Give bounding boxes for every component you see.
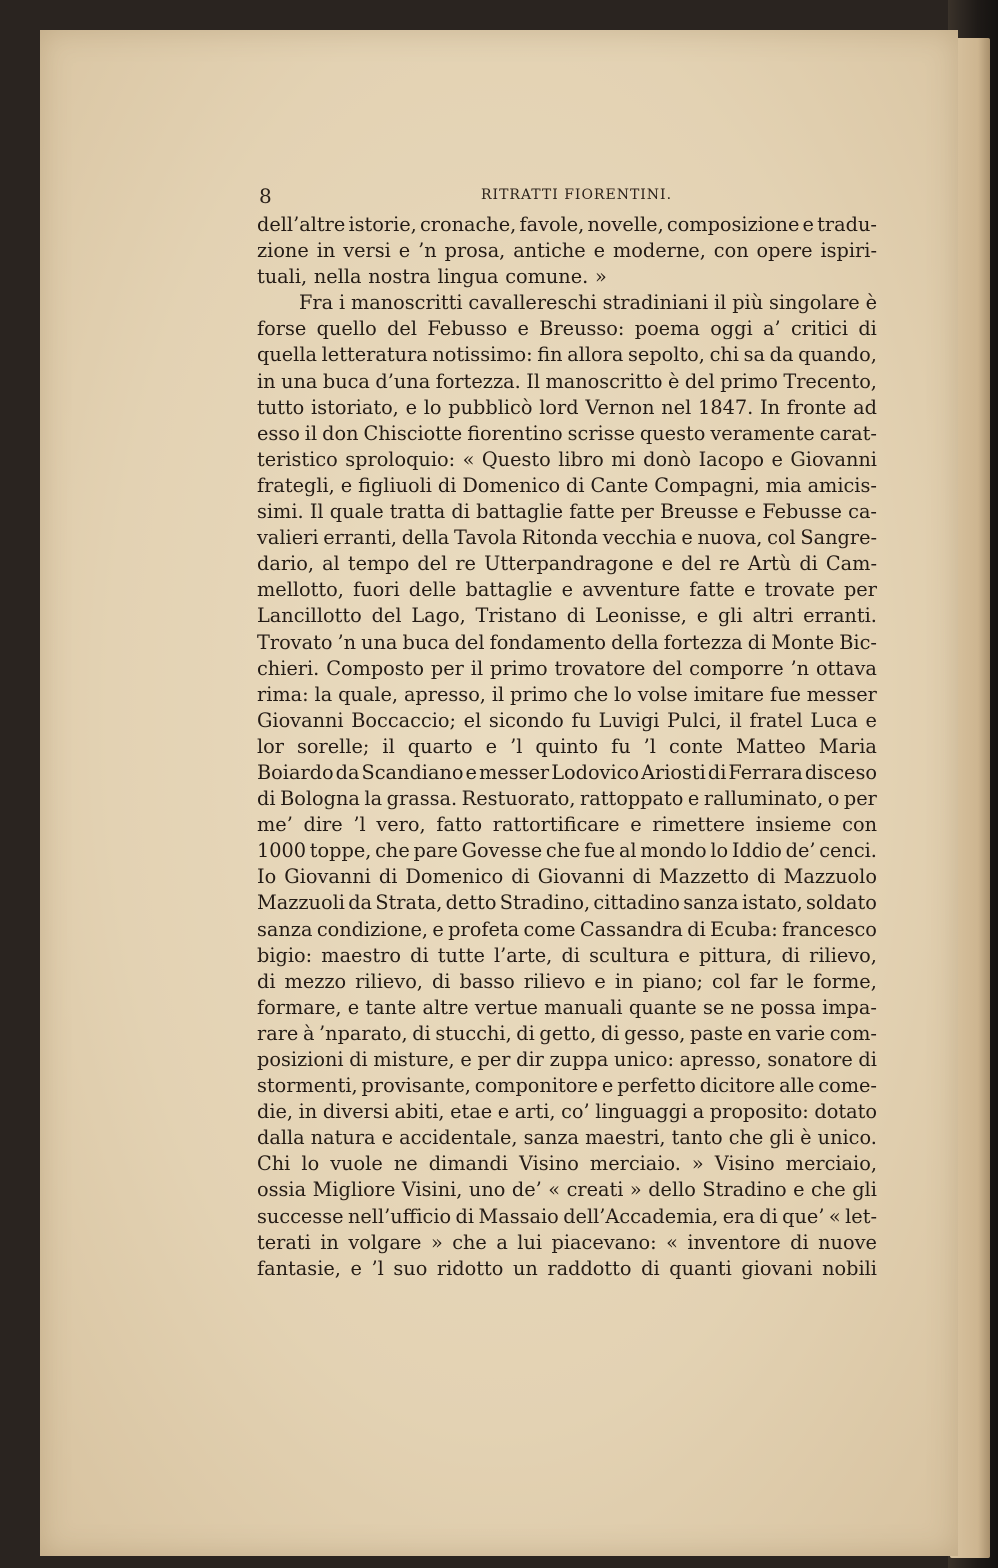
text-line: chieri. Composto per il primo trovatore del comporre ’n ottava bbox=[257, 656, 877, 680]
text-line: Mazzuoli da Strata, detto Stradino, cittadino sanza istato, soldato bbox=[257, 891, 877, 915]
text-line: posizioni di misture, e per dir zuppa unico: apresso, sonatore di bbox=[257, 1048, 877, 1071]
text-line: valieri erranti, della Tavola Ritonda vecchia e nuova, col Sangre- bbox=[257, 526, 877, 550]
text-line: Trovato ’n una buca del fondamento della fortezza di Monte Bic- bbox=[257, 630, 877, 654]
text-line: Lancillotto del Lago, Tristano di Leonisse, e gli altri erranti. bbox=[257, 604, 877, 628]
text-line: Boiardo da Scandiano e messer Lodovico Ariosti di Ferrara disceso bbox=[257, 760, 877, 784]
text-line: simi. Il quale tratta di battaglie fatte per Breusse e Febusse ca- bbox=[257, 500, 877, 524]
text-line: frategli, e figliuoli di Domenico di Cante Compagni, mia amicis- bbox=[257, 473, 877, 497]
text-line: stormenti, provisante, componitore e perfetto dicitore alle come- bbox=[257, 1074, 877, 1098]
text-line: di mezzo rilievo, di basso rilievo e in piano; col far le forme, bbox=[257, 969, 877, 993]
text-line: forse quello del Febusso e Breusso: poema oggi a’ critici di bbox=[257, 317, 877, 341]
text-line: dario, al tempo del re Utterpandragone e del re Artù di Cam- bbox=[257, 552, 877, 576]
page-header bbox=[259, 184, 879, 210]
text-line: mellotto, fuori delle battaglie e avventure fatte e trovate per bbox=[257, 578, 877, 602]
text-line: die, in diversi abiti, etae e arti, co’ linguaggi a proposito: dotato bbox=[257, 1100, 877, 1124]
text-line: terati in volgare » che a lui piacevano: « inventore di nuove bbox=[257, 1230, 877, 1254]
running-title: RITRATTI FIORENTINI. bbox=[481, 187, 673, 203]
text-line: ossia Migliore Visini, uno de’ « creati » dello Stradino e che gli bbox=[257, 1178, 877, 1202]
text-line: Fra i manoscritti cavallereschi stradiniani il più singolare è bbox=[299, 291, 877, 315]
text-line: Io Giovanni di Domenico di Giovanni di Mazzetto di Mazzuolo bbox=[257, 865, 877, 889]
text-line: quella letteratura notissimo: fin allora sepolto, chi sa da quando, bbox=[257, 343, 877, 367]
text-line: tutto istoriato, e lo pubblicò lord Vernon nel 1847. In fronte ad bbox=[257, 395, 877, 419]
text-line: bigio: maestro di tutte l’arte, di scultura e pittura, di rilievo, bbox=[257, 943, 877, 967]
text-line: Giovanni Boccaccio; el sicondo fu Luvigi Pulci, il fratel Luca e bbox=[257, 708, 877, 732]
text-line: Chi lo vuole ne dimandi Visino merciaio. » Visino merciaio, bbox=[257, 1152, 877, 1176]
text-line: sanza condizione, e profeta come Cassandra di Ecuba: francesco bbox=[257, 917, 877, 941]
text-line: rare à ’nparato, di stucchi, di getto, di gesso, paste en varie com- bbox=[257, 1021, 877, 1045]
text-line: teristico sproloquio: « Questo libro mi donò Iacopo e Giovanni bbox=[257, 447, 877, 471]
text-line: tuali, nella nostra lingua comune. » bbox=[257, 265, 607, 289]
text-line: formare, e tante altre vertue manuali quante se ne possa impa- bbox=[257, 995, 877, 1019]
text-line: lor sorelle; il quarto e ’l quinto fu ’l conte Matteo Maria bbox=[257, 734, 877, 758]
text-line: fantasie, e ’l suo ridotto un raddotto di quanti giovani nobili bbox=[257, 1256, 877, 1280]
text-line: di Bologna la grassa. Restuorato, rattoppato e ralluminato, o per bbox=[257, 787, 877, 811]
page-number: 8 bbox=[259, 184, 272, 208]
text-line: me’ dire ’l vero, fatto rattortificare e rimettere insieme con bbox=[257, 813, 877, 837]
text-line: in una buca d’una fortezza. Il manoscritto è del primo Trecento, bbox=[257, 369, 877, 393]
text-line: esso il don Chisciotte fiorentino scrisse questo veramente carat- bbox=[257, 421, 877, 445]
text-line: dell’altre istorie, cronache, favole, novelle, composizione e tradu- bbox=[257, 213, 877, 236]
body-text bbox=[257, 212, 877, 1282]
text-line: 1000 toppe, che pare Govesse che fue al mondo lo Iddio de’ cenci. bbox=[257, 839, 877, 863]
text-line: successe nell’ufficio di Massaio dell’Accademia, era di que’ « let- bbox=[257, 1204, 877, 1228]
text-line: zione in versi e ’n prosa, antiche e moderne, con opere ispiri- bbox=[257, 239, 877, 263]
text-line: dalla natura e accidentale, sanza maestri, tanto che gli è unico. bbox=[257, 1126, 877, 1150]
text-line: rima: la quale, apresso, il primo che lo volse imitare fue messer bbox=[257, 682, 877, 706]
